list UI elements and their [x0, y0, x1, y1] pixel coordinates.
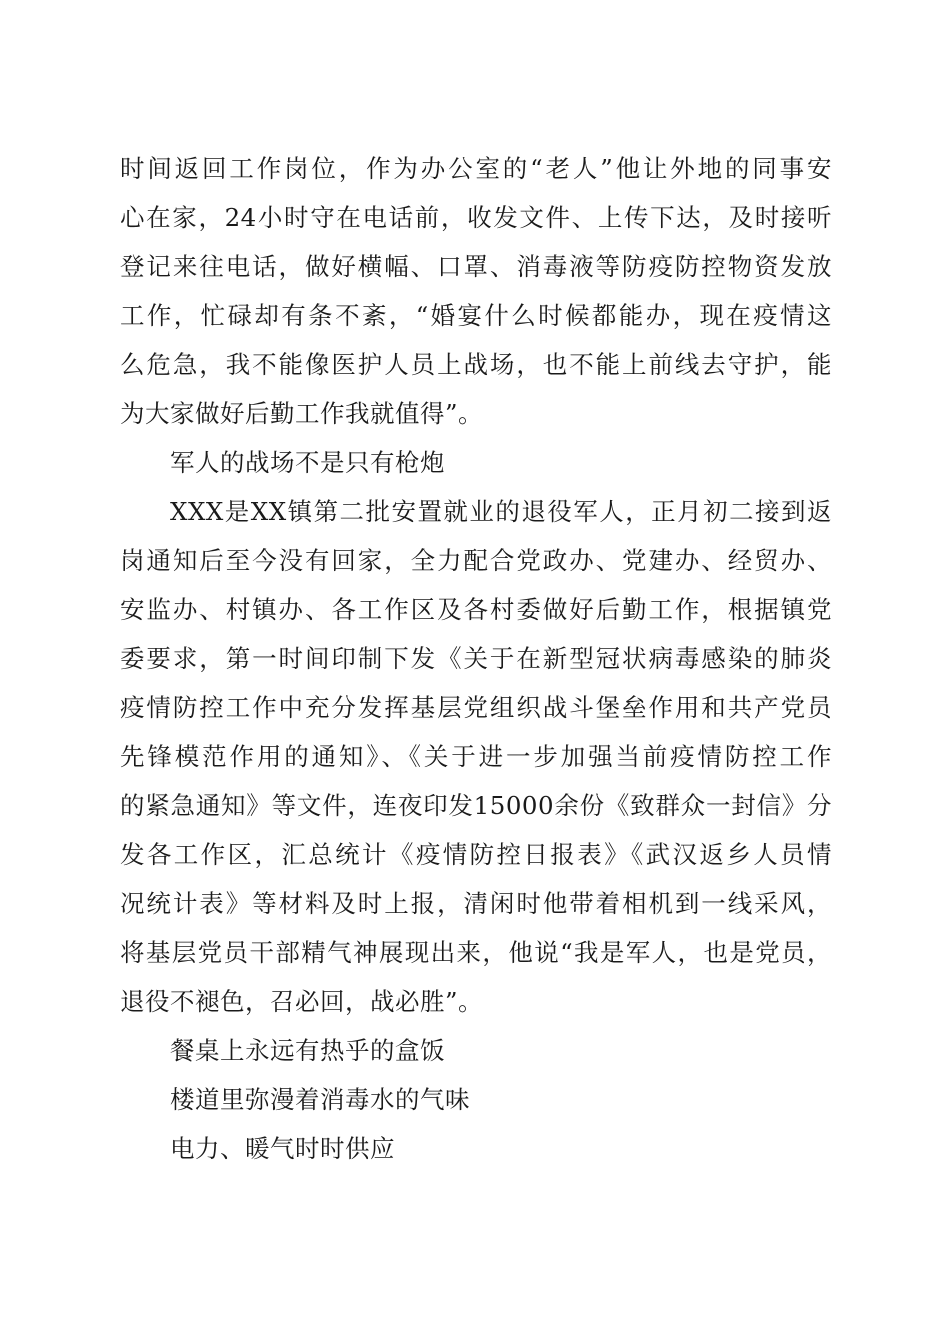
text-line: 疫情防控工作中充分发挥基层党组织战斗堡垒作用和共产党员: [120, 693, 832, 722]
text-line: 的紧急通知》等文件，连夜印发15000余份《致群众一封信》分: [120, 791, 832, 820]
text-line: 时间返回工作岗位，作为办公室的“老人”他让外地的同事安: [120, 154, 832, 183]
paragraph-2: [120, 487, 832, 1026]
text-line: 岗通知后至今没有回家，全力配合党政办、党建办、经贸办、: [120, 546, 832, 575]
document-body: [120, 144, 832, 1173]
text-line: 委要求，第一时间印制下发《关于在新型冠状病毒感染的肺炎: [120, 644, 832, 673]
text-line: 么危急，我不能像医护人员上战场，也不能上前线去守护，能: [120, 350, 832, 379]
paragraph-1: [120, 144, 832, 438]
poem-line: 餐桌上永远有热乎的盒饭: [170, 1036, 445, 1065]
text-line: XXX是XX镇第二批安置就业的退役军人，正月初二接到返: [170, 497, 832, 526]
text-line: 登记来往电话，做好横幅、口罩、消毒液等防疫防控物资发放: [120, 252, 832, 281]
text-line: 退役不褪色，召必回，战必胜”。: [120, 987, 484, 1016]
poem-line: 楼道里弥漫着消毒水的气味: [170, 1085, 470, 1114]
text-line: 将基层党员干部精气神展现出来，他说“我是军人，也是党员，: [120, 938, 832, 967]
text-line: 发各工作区，汇总统计《疫情防控日报表》《武汉返乡人员情: [120, 840, 832, 869]
text-line: 为大家做好后勤工作我就值得”。: [120, 399, 484, 428]
text-line: 况统计表》等材料及时上报，清闲时他带着相机到一线采风，: [120, 889, 832, 918]
poem-line: 电力、暖气时时供应: [170, 1134, 395, 1163]
section-heading: 军人的战场不是只有枪炮: [170, 448, 445, 477]
text-line: 先锋模范作用的通知》、《关于进一步加强当前疫情防控工作: [120, 742, 832, 771]
text-line: 心在家，24小时守在电话前，收发文件、上传下达，及时接听: [120, 203, 832, 232]
text-line: 工作，忙碌却有条不紊，“婚宴什么时候都能办，现在疫情这: [120, 301, 832, 330]
text-line: 安监办、村镇办、各工作区及各村委做好后勤工作，根据镇党: [120, 595, 832, 624]
